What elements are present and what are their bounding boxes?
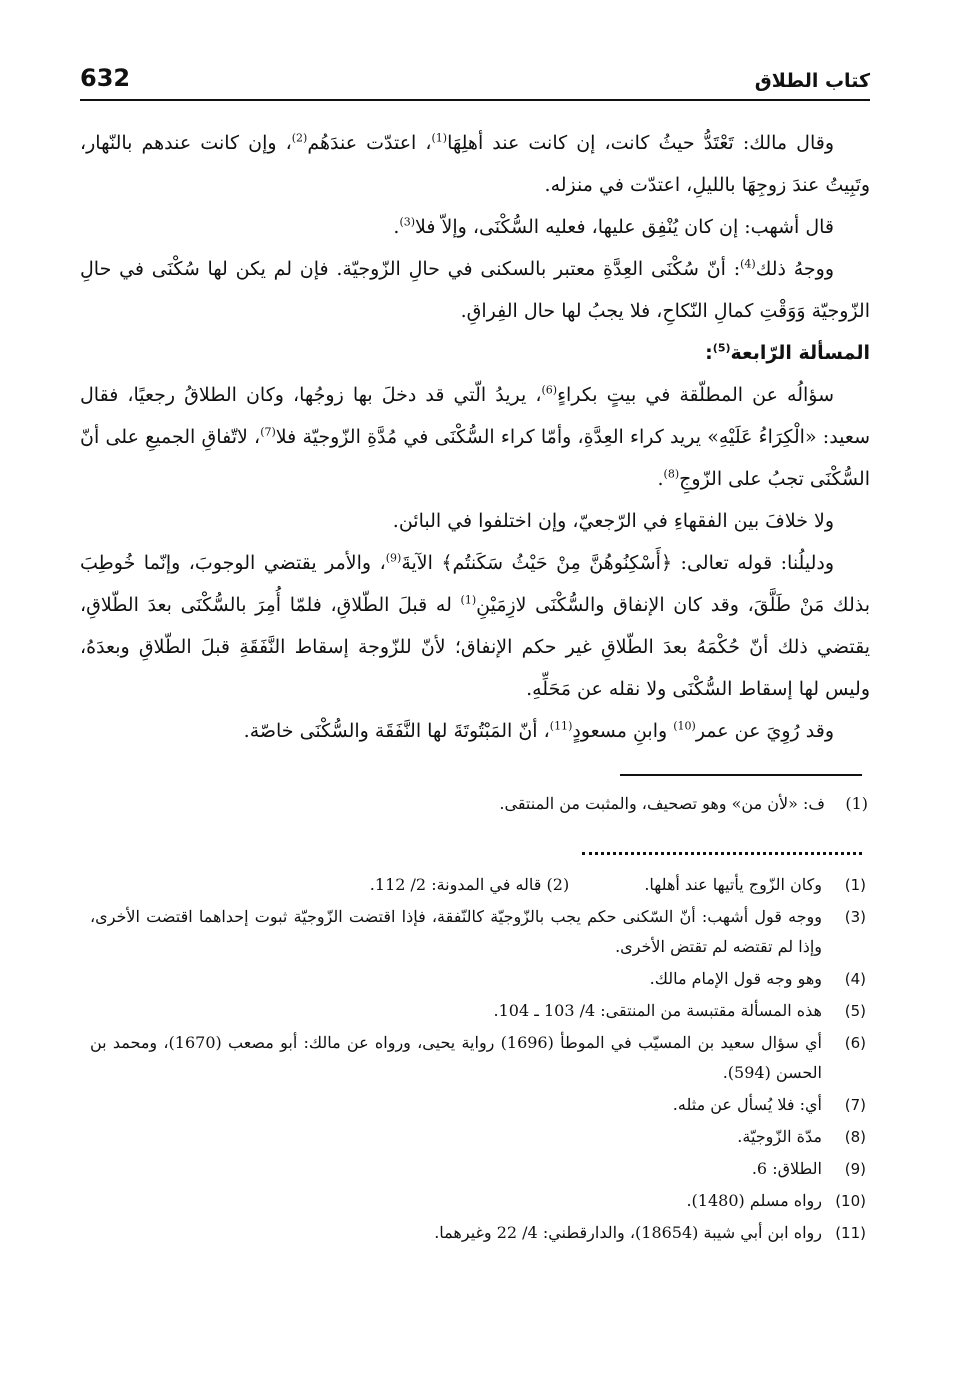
note-item [90, 964, 866, 994]
footnote-ref: (5) [712, 341, 731, 355]
page-header [80, 62, 870, 98]
paragraph-evidence [80, 542, 870, 710]
paragraph-text: وقال مالك: تَعْتَدُّ حيثُ كانت، إن كانت عند أهلِهَا$^{(1)}$، اعتدّت عندَهُم$^{(2)}$، وإن كانت عندهم بالنّهار، وتَبِيتُ عندَ زوجِهَا بالليلِ، اعتدّت في منزله. [80, 131, 870, 196]
note-text [90, 870, 822, 900]
main-text [80, 122, 870, 752]
paragraph-text: سؤالُه عن المطلّقة في بيتٍ بكراءٍ [557, 384, 834, 406]
manuscript-footnote [80, 788, 868, 820]
note-number: (5) [844, 1002, 866, 1020]
footnote-ref: (1) [431, 131, 448, 145]
paragraph-ashhab: قال أشهب: إن كان يُنْفِق عليها، فعليه السُّكْنَى، وإلاّ فلا$^{(3)}$. [393, 215, 834, 238]
dotted-separator [582, 852, 862, 855]
note-item [90, 996, 866, 1026]
note-number: (4) [844, 970, 866, 988]
paragraph-text: وابنِ مسعودٍ [572, 720, 674, 742]
note-number: (1) [844, 876, 866, 894]
heading-text: المسألة الرّابعة [730, 342, 870, 364]
paragraph-text: ولا خلافَ بين الفقهاءِ في الرّجعيّ، وإن اختلفوا في البائن. [392, 510, 834, 532]
paragraph-text: ووجهُ ذلك [755, 258, 834, 280]
note-number: (7) [844, 1096, 866, 1114]
note-item [90, 1154, 866, 1184]
section-heading [80, 332, 870, 374]
paragraph-reason [80, 248, 870, 332]
note-number: (9) [844, 1160, 866, 1178]
note-text: ووجه قول أشهب: أنّ السّكنى حكم يجب بالزّوجيّة كالنّفقة، فإذا اقتضت الزّوجيّة ثبوت إحداهما اقتضت الأخرى، وإذا لم تقتضه لم تقتض الأخرى. [90, 907, 822, 956]
paragraph-text: ، أنّ المَبْتُوتَةَ لها النَّفَقَة والسُّكْنَى خاصّة. [243, 720, 550, 742]
note-item [90, 1090, 866, 1120]
heading-colon: : [705, 342, 713, 364]
note-number: (10) [835, 1192, 866, 1210]
footnote-ref: (7) [260, 425, 276, 439]
note-text: الطلاق: 6. [751, 1159, 822, 1178]
footnote-ref: (1) [460, 593, 477, 607]
note-text: رواه مسلم (1480). [686, 1191, 822, 1210]
note-number: (2) [546, 875, 570, 894]
note-text-part: وكان الزّوج يأتيها عند أهلها. [644, 875, 822, 894]
footnote-number: (1) [845, 794, 868, 813]
note-text: أي سؤال سعيد بن المسيّب في الموطأ (1696) رواية يحيى، ورواه عن مالك: أبو مصعب (1670)، ومحمد بن الحسن (594). [90, 1033, 823, 1082]
running-title: كتاب الطلاق [754, 70, 870, 92]
note-item [90, 870, 866, 900]
footnote-text: ف: «لأن من» وهو تصحيف، والمثبت من المنتقى. [499, 794, 825, 813]
footnote-ref: (11) [549, 719, 573, 733]
footnote-ref: (3) [399, 215, 416, 229]
note-text: رواه ابن أبي شيبة (18654)، والدارقطني: 4/ 22 وغيرهما. [434, 1223, 822, 1242]
header-rule [80, 99, 870, 101]
note-text: هذه المسألة مقتبسة من المنتقى: 4/ 103 ـ 104. [493, 1001, 822, 1020]
editor-notes [90, 870, 866, 1250]
paragraph-text: ، والأمر يقتضي الوجوبَ، وإنّما خُوطِبَ بذلك مَنْ طَلَّقَ، وقد كان الإنفاق والسُّكْنَى لازِمَيْنِ [80, 552, 870, 616]
paragraph-text: له قبلَ الطّلاقِ، فلمّا أُمِرَ بالسُّكْنَى بعدَ الطّلاقِ، يقتضي ذلك أنّ حُكْمَهُ بعدَ الطّلاقِ غير حكم الإنفاق؛ لأنّ للزّوجة إسقاط النَّفَقَةِ قبلَ الطّلاقِ وبعدَهُ، وليس لها إسقاط السُّكْنَى ولا نقله عن مَحَلِّهِ. [80, 594, 870, 700]
note-item [90, 1122, 866, 1152]
footnote-ref: (8) [663, 467, 680, 481]
paragraph-text: ، لاتّفاقِ الجميعِ على أنّ السُّكْنَى تجبُ على الزّوجِ [80, 426, 870, 490]
note-item [90, 1028, 866, 1088]
paragraph-text: وقد رُوِيَ عن عمر [695, 720, 834, 742]
note-number: (8) [844, 1128, 866, 1146]
note-item [90, 1186, 866, 1216]
footnote-ref: (6) [541, 383, 558, 397]
note-text: وهو وجه قول الإمام مالك. [649, 969, 822, 988]
paragraph-narration [80, 710, 870, 752]
paragraph-text: قال أشهب: إن كان يُنْفِق عليها، فعليه السُّكْنَى، وإلاّ فلا [415, 216, 834, 238]
note-text-part: قاله في المدونة: 2/ 112. [369, 875, 542, 894]
paragraph-question [80, 374, 870, 500]
note-number: (6) [844, 1034, 866, 1052]
paragraph-text: ودليلُنا: قوله تعالى: ﴿أَسْكِنُوهُنَّ مِنْ حَيْثُ سَكَنتُم﴾ الآيةَ [401, 552, 835, 574]
footnote-rule [620, 774, 862, 776]
paragraph-text: ، يريدُ الّتي قد دخلَ بها زوجُها، وكان الطلاقُ رجعيًا، فقال سعيد: «الْكِرَاءُ عَلَيْهِ» يريد كراء العِدَّةِ، وأمّا كراء السُّكْنَى في مُدَّةِ الزّوجيّة فلا [80, 384, 870, 448]
note-number: (11) [835, 1224, 866, 1242]
note-item [90, 902, 866, 962]
paragraph-text: : أنّ سُكْنَى العِدَّةِ معتبر بالسكنى في حالِ الزّوجيّة. فإن لم يكن لها سُكْنَى في حالِ الزّوجيّة وَوَقْتِ كمالِ النّكاحِ، فلا يجبُ لها حال الفِراقِ. [80, 258, 870, 322]
paragraph-no-dispute [80, 500, 870, 542]
note-text: أي: فلا يُسأل عن مثله. [672, 1095, 822, 1114]
footnote-ref: (2) [291, 131, 308, 145]
paragraph-malik [80, 122, 870, 206]
note-number: (3) [844, 908, 866, 926]
note-text: مدّة الزّوجيّة. [737, 1127, 822, 1146]
page-number: 632 [80, 64, 131, 92]
footnote-ref: (10) [673, 719, 696, 733]
paragraph-text: . [657, 468, 664, 490]
note-item [90, 1218, 866, 1248]
footnote-ref: (9) [385, 551, 402, 565]
footnote-ref: (4) [740, 257, 756, 271]
